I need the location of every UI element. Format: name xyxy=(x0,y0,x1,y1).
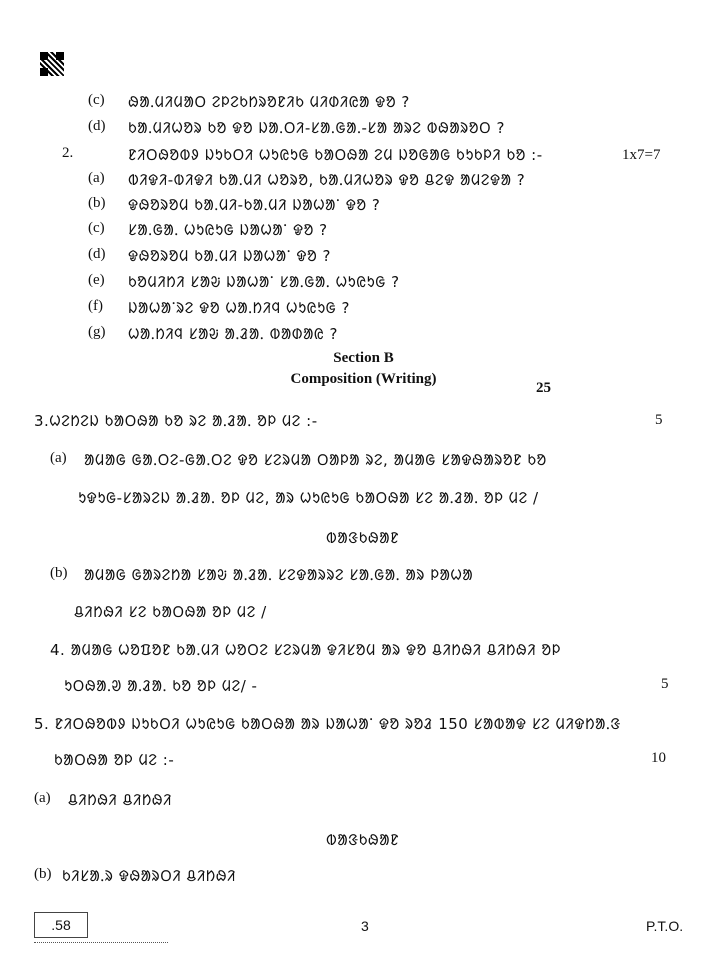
q1-c-text: ᱷᱟᱹᱢᱤᱢᱟᱛ ᱮᱞᱮᱠᱴᱨᱚᱱᱤᱠ ᱢᱤᱰᱤᱭᱟ ᱫᱚ ? xyxy=(128,93,410,111)
section-title: Section B xyxy=(333,350,394,366)
q5-b-text: ᱠᱤᱥᱟᱹᱨ ᱫᱷᱟᱨᱛᱤ ᱪᱤᱴᱷᱤ xyxy=(62,867,236,885)
q2-marks: 1x7=7 xyxy=(622,147,661,163)
q2-d-text: ᱫᱷᱚᱨᱚᱢ ᱠᱟᱹᱢᱤ ᱡᱟᱦᱟᱸ ᱫᱚ ? xyxy=(128,247,331,265)
q1-d-label: (d) xyxy=(88,118,106,134)
q2-c-label: (c) xyxy=(88,220,105,236)
q2-b-label: (b) xyxy=(88,195,106,211)
paper-code-box: .58 xyxy=(34,912,88,938)
q2-b-text: ᱫᱷᱚᱨᱚᱢ ᱠᱟᱹᱢᱤ-ᱠᱟᱹᱢᱤ ᱡᱟᱦᱟᱸ ᱫᱚ ? xyxy=(128,196,381,214)
pto-text: P.T.O. xyxy=(646,918,684,934)
q3-b-label: (b) xyxy=(50,565,68,581)
q2-text: ᱱᱤᱛᱷᱚᱵᱽ ᱡᱩᱠᱛᱤ ᱦᱩᱭᱩᱜ ᱠᱟᱛᱷᱟ ᱮᱢ ᱡᱚᱜᱟᱜ ᱠᱩᱠᱞᱤ ᱠᱚ :- xyxy=(128,146,543,164)
q2-f-label: (f) xyxy=(88,298,103,314)
page-number: 3 xyxy=(361,918,369,934)
q5-line2: ᱠᱟᱛᱷᱟ ᱚᱞ ᱢᱮ :- xyxy=(54,751,175,769)
section-marks: 25 xyxy=(536,380,551,396)
paper-code-underline xyxy=(34,942,168,943)
q1-d-text: ᱠᱟᱹᱢᱤᱦᱚᱨ ᱠᱚ ᱫᱚ ᱡᱟᱹᱛᱤ-ᱥᱟᱹᱜᱟᱹ-ᱥᱟ ᱟᱨᱮ ᱵᱷᱟᱨᱚᱛ ? xyxy=(128,119,505,137)
q3-a-line2: ᱩᱫᱩᱜ-ᱥᱟᱨᱮᱡ ᱟᱹᱲᱟᱹ ᱚᱞ ᱢᱮ, ᱟᱨ ᱦᱩᱭᱩᱜ ᱠᱟᱛᱷᱟ ᱥᱮ ᱟᱹᱲᱟᱹ ᱚᱞ ᱢᱮ / xyxy=(78,489,539,507)
q2-a-label: (a) xyxy=(88,170,105,186)
q2-c-text: ᱥᱟᱹᱜᱟᱹ ᱦᱩᱭᱩᱜ ᱡᱟᱦᱟᱸ ᱫᱚ ? xyxy=(128,221,328,239)
q3-marks: 5 xyxy=(655,412,663,428)
q4-line1: 4. ᱟᱢᱟᱜ ᱦᱚᱯᱚᱱ ᱠᱟᱹᱢᱤ ᱦᱚᱛᱮ ᱥᱮᱨᱢᱟ ᱫᱤᱥᱚᱢ ᱟᱨ ᱫᱚ ᱪᱤᱴᱷᱤ ᱪᱤᱴᱷᱤ ᱚᱞ xyxy=(50,641,561,659)
q3-b-line2: ᱪᱤᱴᱷᱤ ᱥᱮ ᱠᱟᱛᱷᱟ ᱚᱞ ᱢᱮ / xyxy=(74,603,267,621)
q3-b-line1: ᱟᱢᱟᱜ ᱜᱟᱨᱮᱴᱟ ᱥᱟᱶ ᱟᱹᱲᱟᱹ ᱥᱮᱫᱟᱨᱨᱮ ᱥᱟᱹᱜᱟᱹ ᱟᱨ ᱞᱟᱦᱟ xyxy=(84,566,474,584)
q2-f-text: ᱡᱟᱦᱟᱸᱨᱮ ᱫᱚ ᱦᱟᱹᱴᱤᱧ ᱦᱩᱭᱩᱜ ? xyxy=(128,299,351,317)
q5-a-label: (a) xyxy=(34,790,51,806)
q2-a-text: ᱵᱤᱫᱤ-ᱵᱤᱫᱤ ᱠᱟᱹᱢᱤ ᱦᱚᱨᱚ, ᱠᱟᱹᱢᱤᱦᱚᱨ ᱫᱚ ᱪᱮᱫ ᱟᱢᱮᱫᱟ ? xyxy=(128,171,526,189)
qr-code-icon xyxy=(40,52,64,76)
q2-g-label: (g) xyxy=(88,324,106,340)
q4-line2: ᱩᱛᱷᱟᱹᱣ ᱟᱹᱲᱟᱹ ᱠᱚ ᱚᱞ ᱢᱮ/ - xyxy=(64,677,258,695)
section-subtitle: Composition (Writing) xyxy=(290,371,437,387)
q3-a-line1: ᱟᱢᱟᱜ ᱜᱟᱹᱛᱮ-ᱜᱟᱹᱛᱮ ᱫᱚ ᱥᱮᱨᱢᱟ ᱛᱟᱞᱟ ᱨᱮ, ᱟᱢᱟᱜ ᱥᱟᱫᱷᱟᱨᱚᱱ ᱠᱚ xyxy=(84,451,547,469)
q2-e-label: (e) xyxy=(88,272,105,288)
q4-marks: 5 xyxy=(661,676,669,692)
q5-b-label: (b) xyxy=(34,866,52,882)
q3-a-label: (a) xyxy=(50,450,67,466)
q5-marks: 10 xyxy=(651,750,666,766)
q3-text: 3.ᱦᱮᱴᱮᱡ ᱠᱟᱛᱷᱟ ᱠᱚ ᱨᱮ ᱟᱹᱲᱟᱹ ᱚᱞ ᱢᱮ :- xyxy=(34,412,318,430)
q5-or: ᱵᱟᱝᱠᱷᱟᱱ xyxy=(326,831,400,849)
q1-c-label: (c) xyxy=(88,92,105,108)
q2-d-label: (d) xyxy=(88,246,106,262)
q5-line1: 5. ᱱᱤᱛᱷᱚᱵᱽ ᱡᱩᱠᱛᱤ ᱦᱩᱭᱩᱜ ᱠᱟᱛᱷᱟ ᱟᱨ ᱡᱟᱦᱟᱸ ᱫᱚ ᱨᱚᱲ 150 ᱥᱟᱵᱟᱫ ᱥᱮ ᱢᱤᱫᱴᱟᱹᱝ xyxy=(34,715,621,733)
q3-or: ᱵᱟᱝᱠᱷᱟᱱ xyxy=(326,529,400,547)
q2-e-text: ᱠᱚᱢᱤᱴᱤ ᱥᱟᱶ ᱡᱟᱦᱟᱸ ᱥᱟᱹᱜᱟᱹ ᱦᱩᱭᱩᱜ ? xyxy=(128,273,400,291)
q2-g-text: ᱦᱟᱹᱴᱤᱧ ᱥᱟᱶ ᱟᱹᱲᱟᱹ ᱵᱟᱰᱟᱭ ? xyxy=(128,325,338,343)
q2-number: 2. xyxy=(62,145,74,161)
q5-a-text: ᱪᱤᱴᱷᱤ ᱪᱤᱴᱷᱤ xyxy=(68,791,172,809)
